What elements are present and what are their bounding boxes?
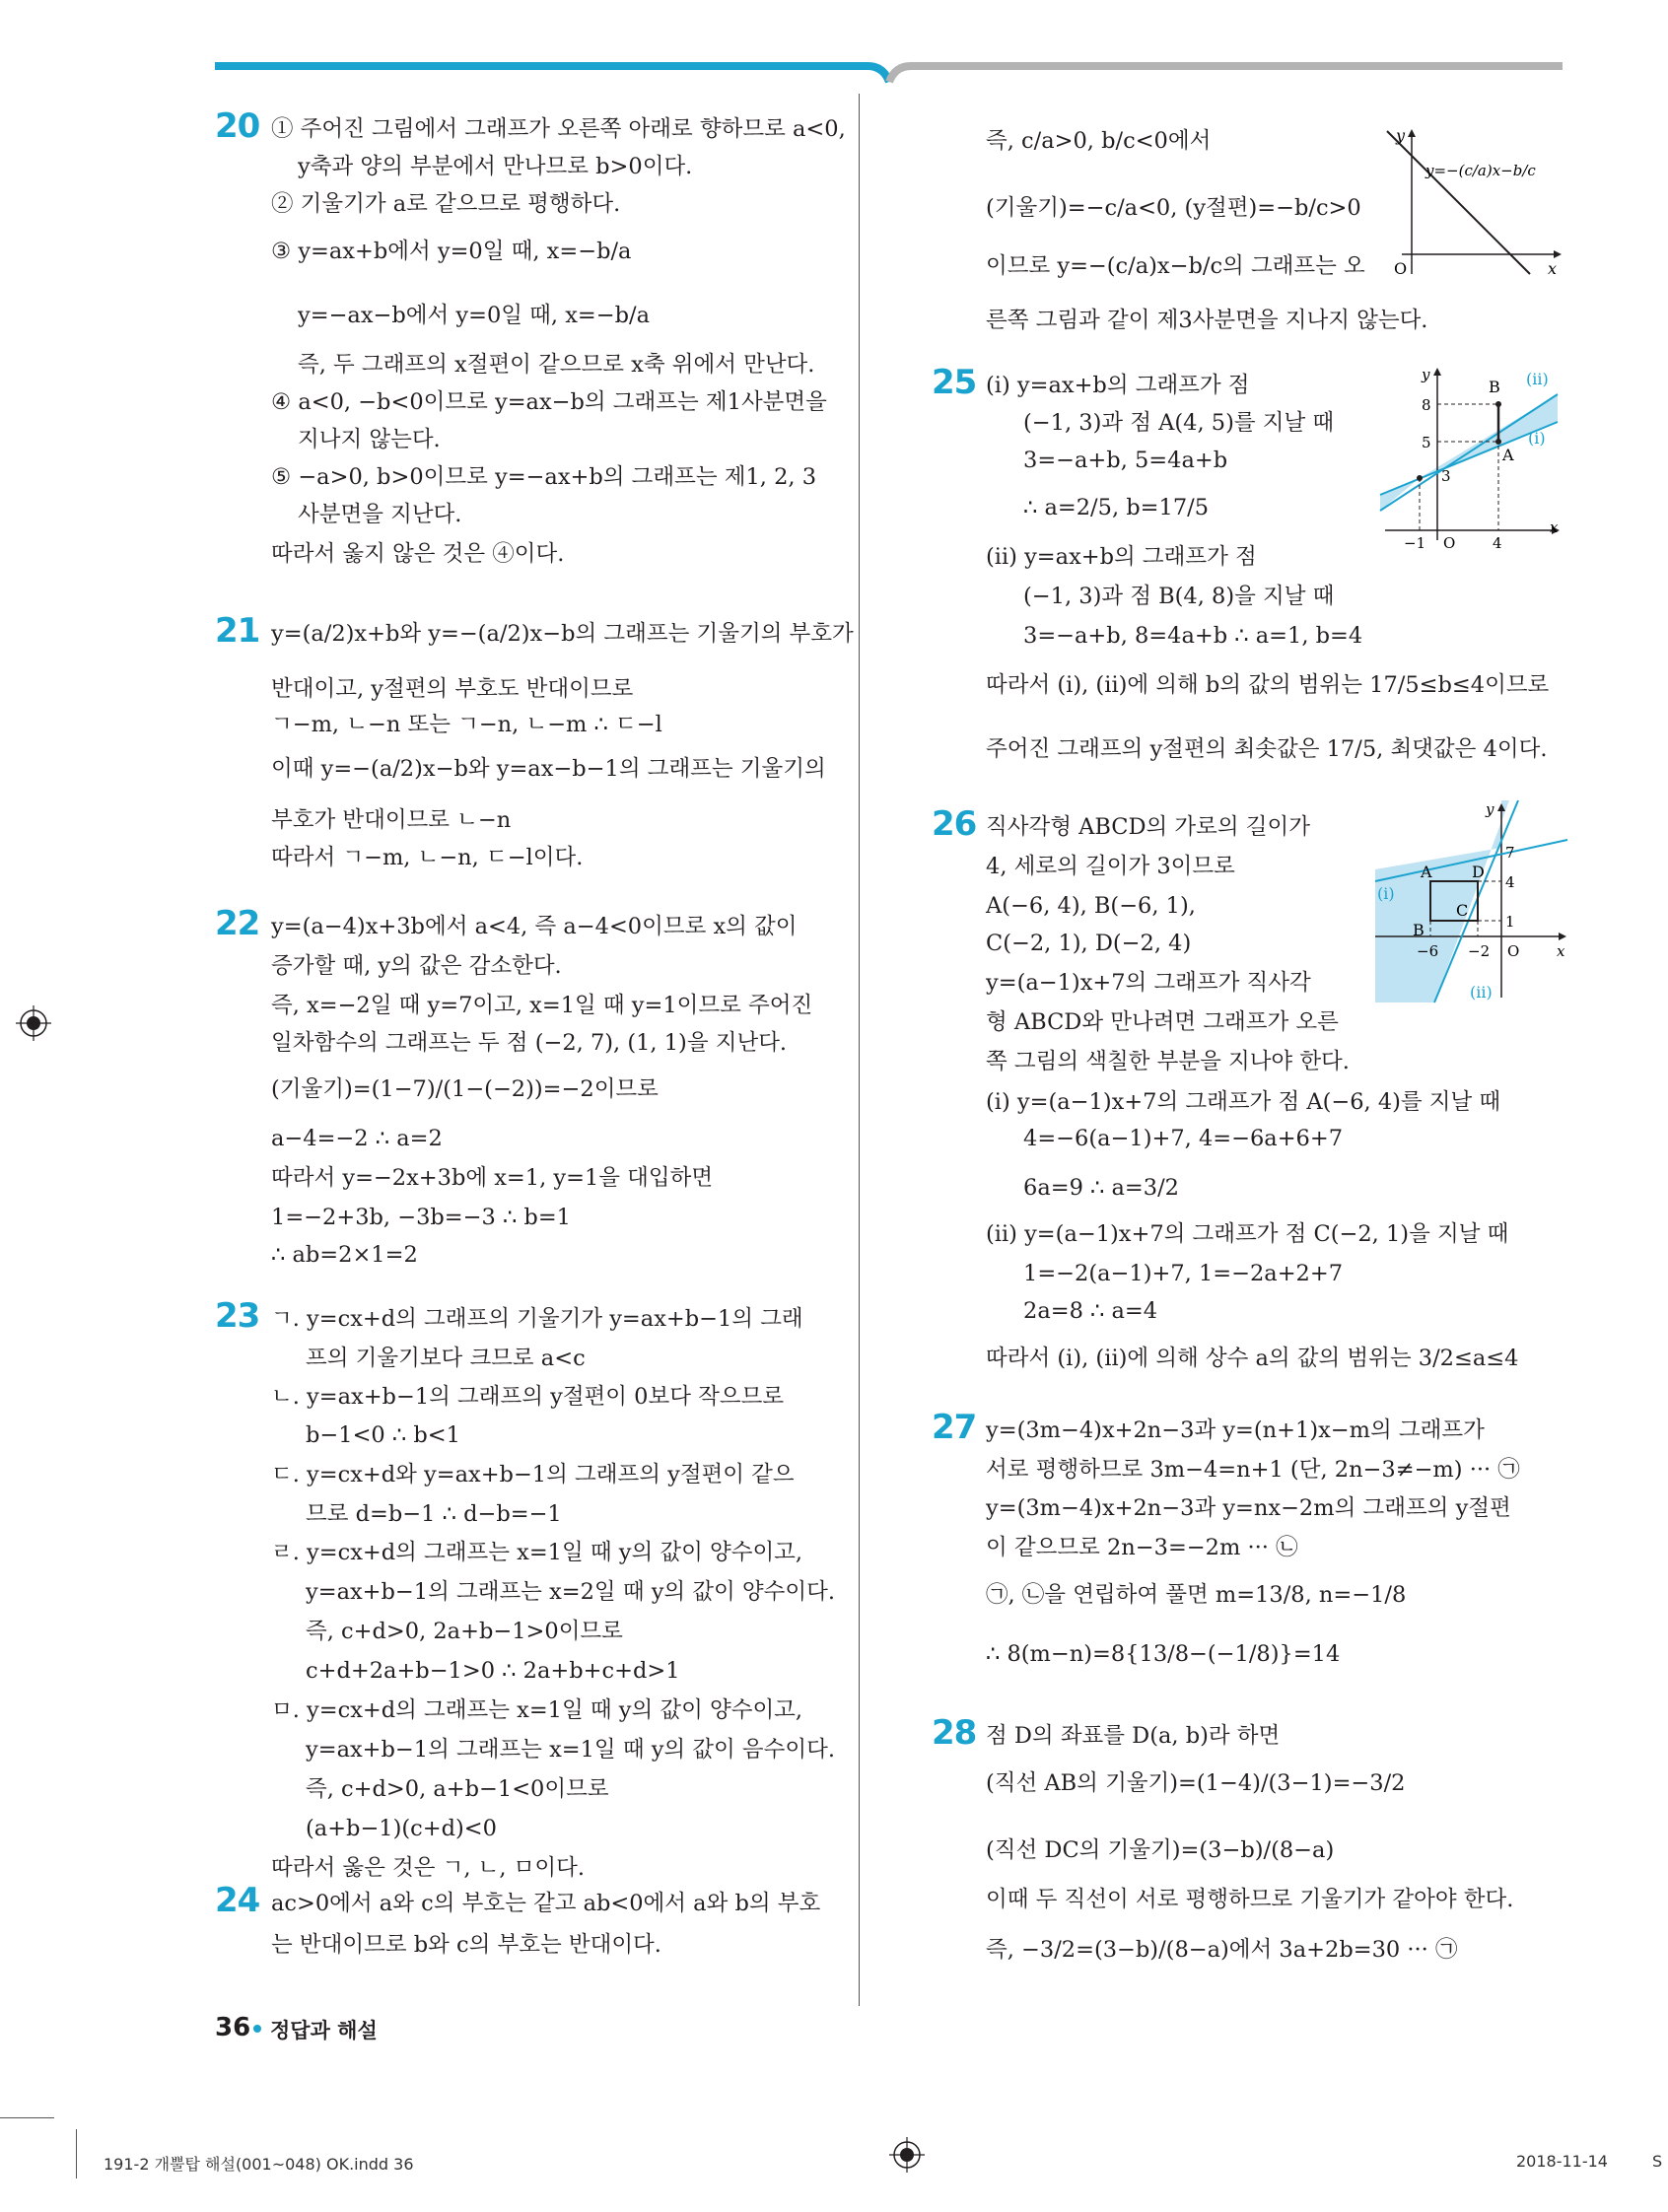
p26-line: 4=−6(a−1)+7, 4=−6a+6+7 xyxy=(1023,1126,1344,1151)
graph-25-tick-8: 8 xyxy=(1422,396,1431,414)
graph-25-label-ii: (ⅱ) xyxy=(1526,370,1549,388)
p23-line: 따라서 옳은 것은 ㄱ, ㄴ, ㅁ이다. xyxy=(271,1855,586,1881)
graph-24-x: x xyxy=(1548,259,1558,278)
graph-26-y: y xyxy=(1486,800,1494,818)
p27-line: y=(3m−4)x+2n−3과 y=nx−2m의 그래프의 y절편 xyxy=(986,1495,1511,1521)
graph-25-tick-3: 3 xyxy=(1441,467,1451,485)
graph-25-point-b: B xyxy=(1489,378,1500,396)
p28-line: 점 D의 좌표를 D(a, b)라 하면 xyxy=(986,1723,1281,1749)
p25-line: (−1, 3)과 점 B(4, 8)을 지날 때 xyxy=(1023,584,1335,609)
p27-line: ㉠, ㉡을 연립하여 풀면 m=13/8, n=−1/8 xyxy=(986,1582,1407,1608)
problem-26-number: 26 xyxy=(932,804,977,844)
p21-line: 이때 y=−(a/2)x−b와 y=ax−b−1의 그래프는 기울기의 xyxy=(271,756,826,782)
p25-line: (ⅱ) y=ax+b의 그래프가 점 xyxy=(986,544,1257,570)
p23-line: ㄹ. y=cx+d의 그래프는 x=1일 때 y의 값이 양수이고, xyxy=(271,1540,803,1565)
graph-25-y: y xyxy=(1422,366,1430,383)
graph-26-point-d: D xyxy=(1472,863,1485,881)
p25-line: ∴ a=2/5, b=17/5 xyxy=(1023,495,1210,520)
p22-line: 1=−2+3b, −3b=−3 ∴ b=1 xyxy=(271,1205,571,1230)
p26-line: (ⅱ) y=(a−1)x+7의 그래프가 점 C(−2, 1)을 지날 때 xyxy=(986,1221,1509,1247)
p21-line: 반대이고, y절편의 부호도 반대이므로 xyxy=(271,676,634,702)
graph-26-tick-m2: −2 xyxy=(1468,942,1491,960)
p22-line: 증가할 때, y의 값은 감소한다. xyxy=(271,953,562,979)
p20-line: 사분면을 지난다. xyxy=(298,502,462,527)
page-section-label: 정답과 해설 xyxy=(270,2019,378,2042)
p23-line: c+d+2a+b−1>0 ∴ 2a+b+c+d>1 xyxy=(306,1658,680,1684)
graph-25-origin: O xyxy=(1443,534,1456,552)
p23-line: b−1<0 ∴ b<1 xyxy=(306,1422,460,1448)
graph-26-tick-1: 1 xyxy=(1505,913,1515,931)
p28-line: (직선 DC의 기울기)=(3−b)/(8−a) xyxy=(986,1837,1335,1863)
p26-line: 6a=9 ∴ a=3/2 xyxy=(1023,1175,1179,1201)
p25-line: (−1, 3)과 점 A(4, 5)를 지날 때 xyxy=(1023,410,1335,436)
graph-26-label-ii: (ⅱ) xyxy=(1470,983,1493,1002)
p28-line: (직선 AB의 기울기)=(1−4)/(3−1)=−3/2 xyxy=(986,1770,1406,1796)
p24b-line: 른쪽 그림과 같이 제3사분면을 지나지 않는다. xyxy=(986,308,1428,333)
p20-line: ⑤ −a>0, b>0이므로 y=−ax+b의 그래프는 제1, 2, 3 xyxy=(271,464,817,490)
p27-line: 이 같으므로 2n−3=−2m ··· ㉡ xyxy=(986,1535,1298,1560)
p26-line: 2a=8 ∴ a=4 xyxy=(1023,1298,1158,1324)
graph-26-tick-7: 7 xyxy=(1505,844,1515,862)
graph-26-point-a: A xyxy=(1421,863,1432,881)
graph-25-x: x xyxy=(1550,518,1559,536)
graph-24-origin: O xyxy=(1394,259,1408,278)
p23-line: 즉, c+d>0, 2a+b−1>0이므로 xyxy=(306,1619,623,1644)
p26-line: 1=−2(a−1)+7, 1=−2a+2+7 xyxy=(1023,1261,1344,1286)
file-name: 191-2 개뿔탑 해설(001~048) OK.indd 36 xyxy=(104,2155,414,2174)
p22-line: ∴ ab=2×1=2 xyxy=(271,1242,418,1268)
print-date: 2018-11-14 xyxy=(1516,2152,1608,2171)
p23-line: y=ax+b−1의 그래프는 x=1일 때 y의 값이 음수이다. xyxy=(306,1737,836,1763)
p26-line: C(−2, 1), D(−2, 4) xyxy=(986,931,1192,956)
p23-line: ㄴ. y=ax+b−1의 그래프의 y절편이 0보다 작으므로 xyxy=(271,1384,785,1410)
graph-25 xyxy=(1380,365,1567,552)
p24-line: ac>0에서 a와 c의 부호는 같고 ab<0에서 a와 b의 부호 xyxy=(271,1891,821,1916)
p20-line: ④ a<0, −b<0이므로 y=ax−b의 그래프는 제1사분면을 xyxy=(271,389,827,415)
p25-line: 3=−a+b, 8=4a+b ∴ a=1, b=4 xyxy=(1023,623,1363,649)
p23-line: 즉, c+d>0, a+b−1<0이므로 xyxy=(306,1776,609,1802)
problem-21-number: 21 xyxy=(215,611,260,651)
p22-line: (기울기)=(1−7)/(1−(−2))=−2이므로 xyxy=(271,1076,659,1102)
p21-line: ㄱ−m, ㄴ−n 또는 ㄱ−n, ㄴ−m ∴ ㄷ−l xyxy=(271,712,662,737)
p20-line: 따라서 옳지 않은 것은 ④이다. xyxy=(271,541,565,567)
p26-line: 4, 세로의 길이가 3이므로 xyxy=(986,854,1235,879)
graph-24-equation: y=−(c/a)x−b/c xyxy=(1425,162,1536,179)
p26-line: (ⅰ) y=(a−1)x+7의 그래프가 점 A(−6, 4)를 지날 때 xyxy=(986,1089,1501,1115)
graph-24-y: y xyxy=(1396,126,1406,145)
p26-line: 형 ABCD와 만나려면 그래프가 오른 xyxy=(986,1009,1339,1035)
p22-line: 즉, x=−2일 때 y=7이고, x=1일 때 y=1이므로 주어진 xyxy=(271,993,813,1018)
graph-26-label-i: (ⅰ) xyxy=(1377,884,1395,903)
p20-line: ② 기울기가 a로 같으므로 평행하다. xyxy=(271,191,621,217)
p24b-line: (기울기)=−c/a<0, (y절편)=−b/c>0 xyxy=(986,195,1361,221)
p24-line: 는 반대이므로 b와 c의 부호는 반대이다. xyxy=(271,1932,661,1958)
p20-line: 지나지 않는다. xyxy=(298,427,441,452)
graph-26-point-c: C xyxy=(1456,901,1469,920)
page-number: 36 xyxy=(215,2013,251,2042)
p21-line: 따라서 ㄱ−m, ㄴ−n, ㄷ−l이다. xyxy=(271,845,584,870)
graph-26-x: x xyxy=(1557,942,1565,960)
crop-mark-vertical xyxy=(76,2129,77,2178)
p23-line: 프의 기울기보다 크므로 a<c xyxy=(306,1346,586,1371)
p28-line: 즉, −3/2=(3−b)/(8−a)에서 3a+2b=30 ··· ㉠ xyxy=(986,1937,1458,1963)
graph-25-label-i: (ⅰ) xyxy=(1528,429,1546,448)
p26-line: 쪽 그림의 색칠한 부분을 지나야 한다. xyxy=(986,1049,1350,1074)
p20-line: y=−ax−b에서 y=0일 때, x=−b/a xyxy=(298,303,650,328)
p23-line: ㄱ. y=cx+d의 그래프의 기울기가 y=ax+b−1의 그래 xyxy=(271,1306,803,1332)
graph-25-tick-m1: −1 xyxy=(1404,534,1426,552)
p20-line: ① 주어진 그림에서 그래프가 오른쪽 아래로 향하므로 a<0, xyxy=(271,116,846,142)
p23-line: (a+b−1)(c+d)<0 xyxy=(306,1816,497,1841)
problem-23-number: 23 xyxy=(215,1296,260,1336)
header-bar xyxy=(0,54,1668,94)
crop-mark-left xyxy=(0,2117,54,2118)
p24b-line: 이므로 y=−(c/a)x−b/c의 그래프는 오 xyxy=(986,253,1365,279)
p26-line: y=(a−1)x+7의 그래프가 직사각 xyxy=(986,970,1311,996)
problem-28-number: 28 xyxy=(932,1713,977,1753)
problem-25-number: 25 xyxy=(932,363,977,402)
graph-24 xyxy=(1382,126,1569,284)
p22-line: y=(a−4)x+3b에서 a<4, 즉 a−4<0이므로 x의 값이 xyxy=(271,914,798,939)
p23-line: ㄷ. y=cx+d와 y=ax+b−1의 그래프의 y절편이 같으 xyxy=(271,1462,795,1487)
registration-mark-left-icon xyxy=(16,1005,51,1041)
p26-line: A(−6, 4), B(−6, 1), xyxy=(986,893,1196,919)
graph-26-origin: O xyxy=(1507,942,1520,960)
problem-20-number: 20 xyxy=(215,106,260,146)
page-bullet xyxy=(253,2025,261,2033)
p25-line: 3=−a+b, 5=4a+b xyxy=(1023,448,1228,473)
graph-26 xyxy=(1375,800,1572,1002)
header-gray-line xyxy=(889,66,1563,82)
graph-26-tick-m6: −6 xyxy=(1417,942,1439,960)
problem-24-number: 24 xyxy=(215,1881,260,1920)
p22-line: a−4=−2 ∴ a=2 xyxy=(271,1126,443,1151)
graph-25-tick-4: 4 xyxy=(1493,534,1502,552)
header-accent-line xyxy=(215,66,889,82)
p25-line: 주어진 그래프의 y절편의 최솟값은 17/5, 최댓값은 4이다. xyxy=(986,736,1548,762)
column-divider xyxy=(859,94,860,2006)
graph-25-tick-5: 5 xyxy=(1422,434,1431,451)
graph-26-tick-4: 4 xyxy=(1505,873,1515,891)
graph-26-point-b: B xyxy=(1413,921,1425,939)
registration-mark-bottom-icon xyxy=(889,2137,925,2173)
graph-25-point-a: A xyxy=(1502,446,1514,464)
p25-line: (ⅰ) y=ax+b의 그래프가 점 xyxy=(986,373,1250,398)
p23-line: ㅁ. y=cx+d의 그래프는 x=1일 때 y의 값이 양수이고, xyxy=(271,1697,803,1723)
p22-line: 일차함수의 그래프는 두 점 (−2, 7), (1, 1)을 지난다. xyxy=(271,1030,788,1056)
p25-line: 따라서 (ⅰ), (ⅱ)에 의해 b의 값의 범위는 17/5≤b≤4이므로 xyxy=(986,672,1550,698)
p27-line: y=(3m−4)x+2n−3과 y=(n+1)x−m의 그래프가 xyxy=(986,1417,1485,1443)
p21-line: 부호가 반대이므로 ㄴ−n xyxy=(271,807,512,833)
p20-line: 즉, 두 그래프의 x절편이 같으므로 x축 위에서 만난다. xyxy=(298,352,815,378)
p23-line: 므로 d=b−1 ∴ d−b=−1 xyxy=(306,1501,562,1527)
p22-line: 따라서 y=−2x+3b에 x=1, y=1을 대입하면 xyxy=(271,1165,714,1191)
p24b-line: 즉, c/a>0, b/c<0에서 xyxy=(986,128,1212,154)
p20-line: y축과 양의 부분에서 만나므로 b>0이다. xyxy=(298,154,693,179)
page-edge-letter: S xyxy=(1652,2152,1663,2171)
problem-22-number: 22 xyxy=(215,904,260,943)
p21-line: y=(a/2)x+b와 y=−(a/2)x−b의 그래프는 기울기의 부호가 xyxy=(271,621,854,647)
p26-line: 따라서 (ⅰ), (ⅱ)에 의해 상수 a의 값의 범위는 3/2≤a≤4 xyxy=(986,1346,1519,1371)
p27-line: ∴ 8(m−n)=8{13/8−(−1/8)}=14 xyxy=(986,1641,1341,1667)
p27-line: 서로 평행하므로 3m−4=n+1 (단, 2n−3≠−m) ··· ㉠ xyxy=(986,1457,1520,1483)
p28-line: 이때 두 직선이 서로 평행하므로 기울기가 같아야 한다. xyxy=(986,1887,1514,1912)
p20-line: ③ y=ax+b에서 y=0일 때, x=−b/a xyxy=(271,239,632,264)
p23-line: y=ax+b−1의 그래프는 x=2일 때 y의 값이 양수이다. xyxy=(306,1579,836,1605)
problem-27-number: 27 xyxy=(932,1408,977,1447)
p26-line: 직사각형 ABCD의 가로의 길이가 xyxy=(986,814,1310,840)
